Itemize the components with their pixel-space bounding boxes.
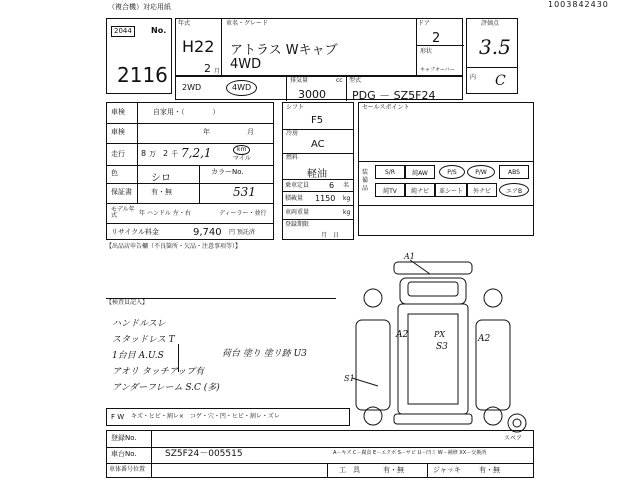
displacement-unit: cc xyxy=(336,77,343,84)
shift-value: F5 xyxy=(311,115,324,126)
load-unit: kg xyxy=(343,195,351,202)
mileage-handwritten: 7,2,1 xyxy=(181,146,212,160)
equip-leather: 革シート xyxy=(435,183,467,197)
jack-value: 有・無 xyxy=(479,466,500,474)
expiry-label: 登録期限 xyxy=(285,221,310,228)
equip-ext-nav: 外ナビ xyxy=(467,183,497,197)
model-value: PDG － SZ5F24 xyxy=(352,89,436,102)
shape-label: 形状 xyxy=(420,48,433,55)
displacement-label: 排気量 xyxy=(290,77,309,84)
frame-no-value: SZ5F24－005515 xyxy=(165,449,243,459)
month-value: 2 xyxy=(204,62,211,75)
year-label: 年式 xyxy=(178,20,191,27)
ac-label: 冷房 xyxy=(286,130,299,137)
month-unit: 月 xyxy=(214,68,221,75)
registration-block xyxy=(106,102,274,240)
diagram-a-left: A2 xyxy=(396,330,409,340)
capacity-value: 6 xyxy=(329,181,335,190)
sales-point-block xyxy=(358,102,534,236)
damage-legend: A－キズ C－腐食 E－エクボ S－サビ U－凹ミ W－補修 XX－交換済 xyxy=(333,450,487,456)
reg-no-label: 登録No. xyxy=(111,434,137,442)
seller-note-title: 【出品店申告欄（不良箇所・欠品・注意事項等）】 xyxy=(106,243,242,250)
lot-tag: 2044 xyxy=(111,26,135,37)
equip-sr: S/R xyxy=(375,165,405,179)
score-label: 評価点 xyxy=(481,20,500,27)
equip-nav: 純ナビ xyxy=(405,183,435,197)
interior-label: 内 xyxy=(470,74,477,81)
diagram-px: PX xyxy=(434,330,446,339)
load-value: 1150 xyxy=(315,194,336,203)
equip-tv: 純TV xyxy=(375,183,405,197)
shaken-label: 車検 xyxy=(111,128,125,136)
frame-no-label: 車台No. xyxy=(111,450,137,458)
car-grade: 4WD xyxy=(230,57,262,72)
specs-block xyxy=(282,102,354,240)
name-label: 車名・グレード xyxy=(226,20,269,27)
equip-alloy: 純AW xyxy=(405,165,435,179)
inspector-title: 【検査員記入】 xyxy=(106,299,149,306)
note-line-3: 1台目 A.U.S xyxy=(112,351,164,361)
drive-2wd: 2WD xyxy=(182,83,202,92)
equip-ps-circled: P/S xyxy=(439,165,465,179)
equip-airbag-circled: エアB xyxy=(499,183,529,197)
center-note: 荷台 塗り 塗リ跡 U3 xyxy=(222,349,307,359)
mileage-man: 8 xyxy=(141,149,147,158)
truck-diagram xyxy=(338,250,538,430)
model-label: 型式 xyxy=(349,77,362,84)
mileage-man-unit: 万 xyxy=(149,150,156,158)
header-note: （複合機）対応用紙 xyxy=(108,3,171,11)
warranty-value: 有・無 xyxy=(151,188,172,196)
equip-pw-circled: P/W xyxy=(467,165,495,179)
lot-number: 2116 xyxy=(117,63,168,87)
recycle-value: 9,740 xyxy=(193,227,222,238)
tools-label: 工 具 xyxy=(339,466,360,474)
diagram-s1: S1 xyxy=(344,374,355,383)
sales-point-label: セールスポイント xyxy=(362,104,410,111)
shaken-year-unit: 年 xyxy=(203,128,210,136)
handle-label: 年 ハンドル 左・右 xyxy=(139,210,191,217)
tools-value: 有・無 xyxy=(383,466,404,474)
dealer-label: ディーラー・並行 xyxy=(219,210,267,217)
recycle-label: リサイクル料金 xyxy=(111,228,160,236)
note-line-2: スタッドレス T xyxy=(112,335,175,345)
drive-row xyxy=(175,76,463,100)
interior-value: C xyxy=(495,73,506,89)
mileage-label: 走行 xyxy=(111,150,125,158)
diagram-a1: A1 xyxy=(404,252,415,261)
equipment-label: 装備品 xyxy=(362,169,369,192)
fuel-value: 軽油 xyxy=(307,169,327,180)
mileage-sen: 2 xyxy=(163,149,169,158)
inspection-type: 自家用・（ ） xyxy=(153,108,220,116)
warranty-label: 保証書 xyxy=(111,188,132,196)
mileage-sen-unit: 千 xyxy=(171,150,178,158)
color-no-label: カラーNo. xyxy=(211,168,244,176)
equip-abs: ABS xyxy=(499,165,529,179)
expiry-unit: 月 日 xyxy=(321,232,340,239)
diagram-s3: S3 xyxy=(436,342,448,352)
spare-label: スペア xyxy=(504,435,523,442)
displacement-value: 3000 xyxy=(298,88,326,101)
weight-unit: kg xyxy=(343,209,351,216)
bottom-table xyxy=(106,430,534,478)
cab-over-label: キャブオーバー xyxy=(420,67,455,73)
capacity-unit: 名 xyxy=(343,182,350,189)
color-no-value: 531 xyxy=(233,185,256,199)
color-value: シロ xyxy=(151,173,171,184)
top-number: 1003842430 xyxy=(548,0,609,9)
fuel-label: 燃料 xyxy=(286,154,299,161)
shaken-month-unit: 月 xyxy=(247,128,254,136)
lot-box xyxy=(106,18,172,94)
score-value: 3.5 xyxy=(479,35,511,59)
model-year-label: モデル年式 xyxy=(111,206,135,219)
recycle-unit: 円 預託済 xyxy=(229,229,255,236)
mile-label: マイル xyxy=(233,155,251,162)
car-name: アトラス Wキャブ xyxy=(230,43,338,58)
year-value: H22 xyxy=(182,37,215,56)
weight-label: 車両重量 xyxy=(285,209,310,216)
note-line-5: アンダーフレーム S.C (多) xyxy=(112,383,220,393)
diagram-a-right: A2 xyxy=(478,334,491,344)
lot-no-label: No. xyxy=(151,26,167,35)
doors-value: 2 xyxy=(432,31,441,46)
fw-items: キズ・ヒビ・割レ× コゲ・穴・凹・ヒビ・割レ・ズレ xyxy=(131,413,280,420)
drive-4wd-circled: 4WD xyxy=(226,80,257,96)
inspection-label: 車検 xyxy=(111,108,125,116)
fw-row xyxy=(106,408,350,426)
capacity-label: 乗車定員 xyxy=(285,182,310,189)
note-line-4: アオリ タッチアップ有 xyxy=(112,367,205,377)
note-line-1: ハンドルスレ xyxy=(112,319,166,329)
color-label: 色 xyxy=(111,169,118,177)
load-label: 積載量 xyxy=(285,195,304,202)
doors-label: ドア xyxy=(418,20,430,27)
ac-value: AC xyxy=(311,139,325,150)
jack-label: ジャッキ xyxy=(433,466,461,474)
car-info-table xyxy=(175,18,463,76)
shift-label: シフト xyxy=(286,104,305,111)
score-box xyxy=(466,18,518,94)
frame-pos-label: 車体番号位置 xyxy=(109,466,146,473)
fw-label: F W xyxy=(111,413,125,421)
km-circled: km xyxy=(233,145,250,155)
